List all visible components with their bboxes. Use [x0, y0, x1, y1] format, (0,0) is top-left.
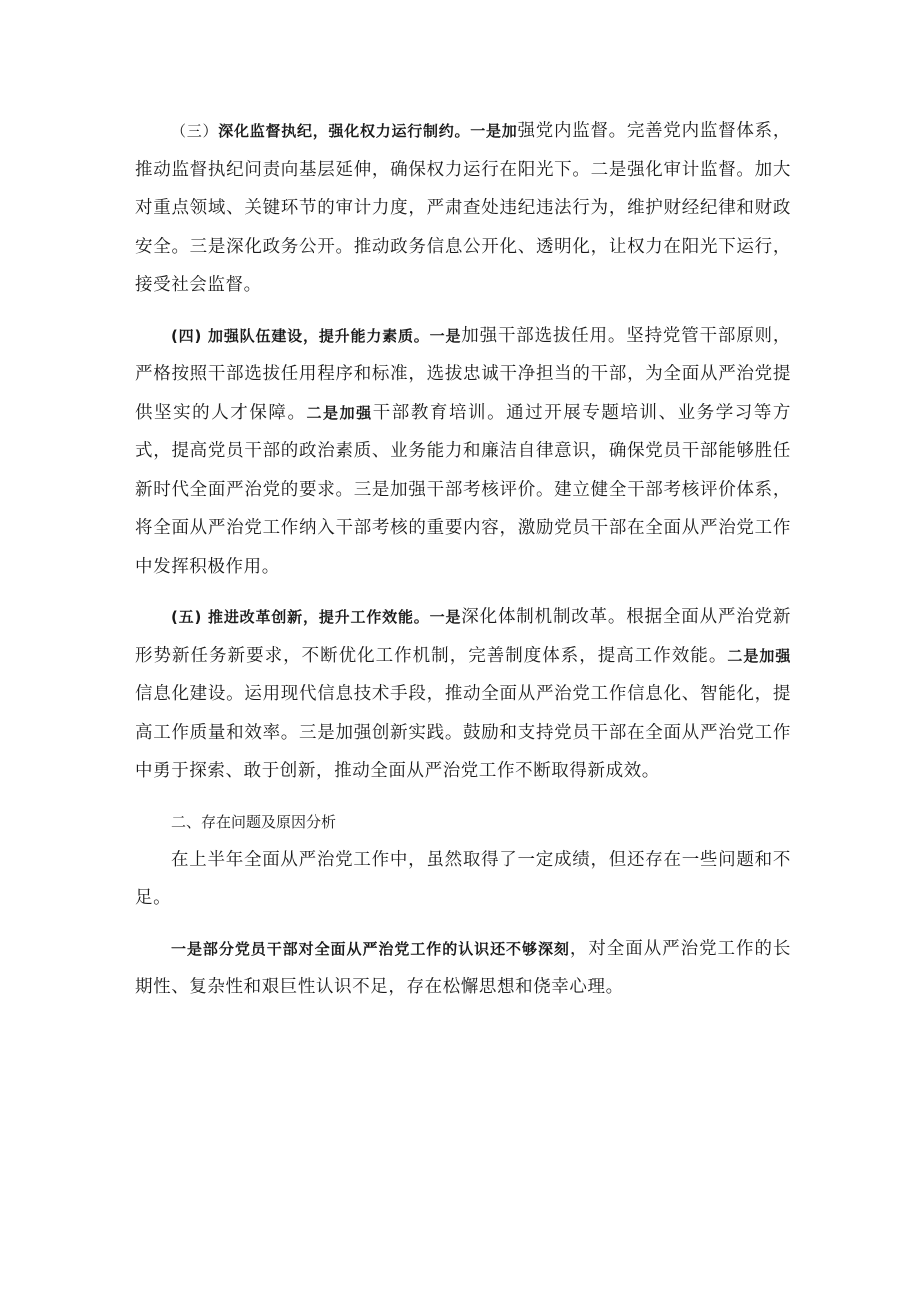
paragraph-gap [135, 586, 791, 598]
paragraph-section-4-inline-heading: 二是加强 [306, 403, 373, 422]
paragraph-section-4-body-b: 干部教育培训。通过开展专题培训、业务学习等方式，提高党员干部的政治素质、业务能力和廉洁自律意识，确保党员干部能够胜任新时代全面严治党的要求。三是加强干部考核评价。建立健全干部考核评价体系，将全面从严治党工作纳入干部考核的重要内容，激励党员干部在全面从严治党工作中发挥积极作用。 [135, 402, 791, 577]
paragraph-section-5-body-a: 深化体制机制改革。根据全面从严治党新形势新任务新要求，不断优化工作机制，完善制度体系，提高工作效能。 [135, 607, 791, 666]
section-2-title: 二、存在问题及原因分析 [171, 812, 337, 831]
paragraph-section-4-body-a: 加强干部选拔任用。坚持党管干部原则，严格按照干部选拔任用程序和标准，选拔忠诚干净担当的干部，为全面从严治党提供坚实的人才保障。 [135, 325, 791, 423]
paragraph-section-5 [135, 598, 791, 791]
paragraph-gap [135, 918, 791, 930]
paragraph-section-4-heading: (四) 加强队伍建设，提升能力素质。一是 [171, 326, 462, 345]
paragraph-section-3 [135, 112, 791, 305]
paragraph-intro [135, 841, 791, 918]
paragraph-section-5-heading: (五) 推进改革创新，提升工作效能。一是 [171, 608, 462, 626]
paragraph-gap [135, 791, 791, 803]
paragraph-intro-body: 在上半年全面从严治党工作中，虽然取得了一定成绩，但还存在一些问题和不足。 [135, 849, 791, 908]
paragraph-section-3-body: 强党内监督。完善党内监督体系，推动监督执纪问责向基层延伸，确保权力运行在阳光下。二是强化审计监督。加大对重点领域、关键环节的审计力度，严肃查处违纪违法行为，维护财经纪律和财政安全。三是深化政务公开。推动政务信息公开化、透明化，让权力在阳光下运行，接受社会监督。 [135, 121, 792, 295]
paragraph-section-3-heading: 深化监督执纪，强化权力运行制约。一是加 [218, 122, 518, 140]
paragraph-section-5-inline-heading: 二是加强 [727, 646, 791, 665]
paragraph-problem-1-heading: 一是部分党员干部对全面从严治党工作的认识还不够深刻 [171, 939, 570, 958]
document-page [135, 112, 791, 1007]
paragraph-problem-1-body: ，对全面从严治党工作的长期性、复杂性和艰巨性认识不足，存在松懈思想和侥幸心理。 [135, 938, 791, 997]
paragraph-section-3-number: （三） [171, 122, 219, 140]
paragraph-section-5-body-b: 信息化建设。运用现代信息技术手段，推动全面从严治党工作信息化、智能化，提高工作质量和效率。三是加强创新实践。鼓励和支持党员干部在全面从严治党工作中勇于探索、敢于创新，推动全面从严治党工作不断取得新成效。 [135, 684, 791, 781]
paragraph-gap [135, 305, 791, 317]
paragraph-problem-1 [135, 930, 791, 1007]
paragraph-section-4 [135, 317, 791, 587]
